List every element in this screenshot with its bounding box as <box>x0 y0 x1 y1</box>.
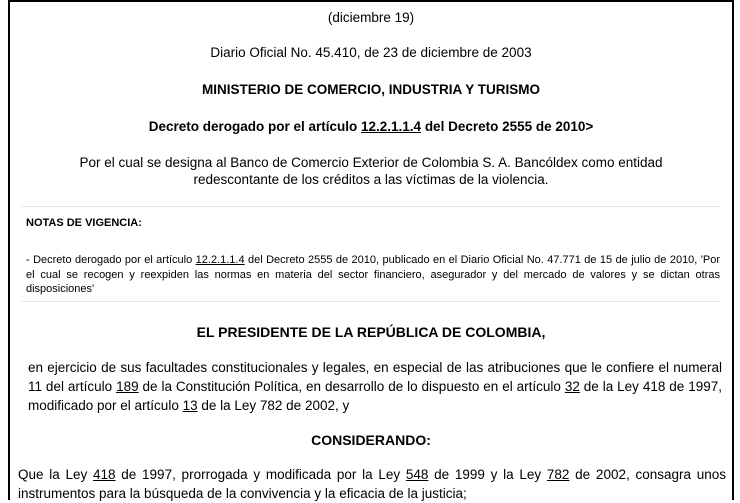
derogado-suffix: del Decreto 2555 de 2010> <box>421 119 594 134</box>
notes-title: NOTAS DE VIGENCIA: <box>26 217 142 229</box>
summary-line-2: redescontante de los créditos a las víctimas de la violencia. <box>193 172 549 187</box>
notes-body-prefix: - Decreto derogado por el artículo <box>26 254 196 266</box>
ejercicio-text-4: de la Ley 782 de 2002, y <box>197 398 350 413</box>
derogado-article-link[interactable]: 12.2.1.1.4 <box>361 119 422 134</box>
ejercicio-text-1: en ejercicio de sus facultades constitucionales y legales, en especial de las atribuciones que le confiere el numeral 11 del artículo <box>28 360 722 394</box>
ejercicio-text-3: de la Ley 418 de 1997, modificado por el artículo <box>28 379 722 413</box>
president-heading: EL PRESIDENTE DE LA REPÚBLICA DE COLOMBIA, <box>196 324 546 340</box>
que-text-4: de 2002, consagra unos instrumentos para la búsqueda de la convivencia y la eficacia de la justicia; <box>18 467 727 501</box>
constitucion-article-189-link[interactable]: 189 <box>116 379 139 394</box>
que-text-1: Que la Ley <box>18 467 94 482</box>
ley-548-link[interactable]: 548 <box>405 467 429 482</box>
decree-summary <box>10 154 732 188</box>
diario-oficial-line: Diario Oficial No. 45.410, de 23 de diciembre de 2003 <box>210 45 532 60</box>
article-13-link[interactable]: 13 <box>182 398 198 413</box>
notes-article-link[interactable]: 12.2.1.1.4 <box>195 254 245 266</box>
derogado-line <box>10 119 732 134</box>
que-text-2: de 1997, prorrogada y modificada por la Ley <box>115 467 406 482</box>
derogado-prefix: Decreto derogado por el artículo <box>148 119 361 134</box>
considerando-heading: CONSIDERANDO: <box>311 432 431 448</box>
notas-de-vigencia-box <box>22 206 720 302</box>
notes-body <box>26 253 720 297</box>
date-line: (diciembre 19) <box>327 10 415 25</box>
que-text-3: de 1999 y la Ley <box>428 467 547 482</box>
summary-line-1: Por el cual se designa al Banco de Comercio Exterior de Colombia S. A. Bancóldex como entidad <box>79 155 663 170</box>
article-32-link[interactable]: 32 <box>564 379 580 394</box>
ministry-title: MINISTERIO DE COMERCIO, INDUSTRIA Y TURISMO <box>201 82 541 97</box>
ejercicio-text-2: de la Constitución Política, en desarrollo de lo dispuesto en el artículo <box>138 379 565 394</box>
que-paragraph <box>18 465 726 503</box>
ley-418-link[interactable]: 418 <box>93 467 116 482</box>
document-frame <box>8 0 734 500</box>
ley-782-link[interactable]: 782 <box>546 467 570 482</box>
notes-body-suffix: del Decreto 2555 de 2010, publicado en el Diario Oficial No. 47.771 de 15 de julio de 2010, 'Por el cual se recogen y reexpiden las normas en materia del sector financiero, asegurador y del mercado de valores y se dictan otras disposiciones' <box>26 254 720 295</box>
ejercicio-paragraph <box>28 358 722 415</box>
